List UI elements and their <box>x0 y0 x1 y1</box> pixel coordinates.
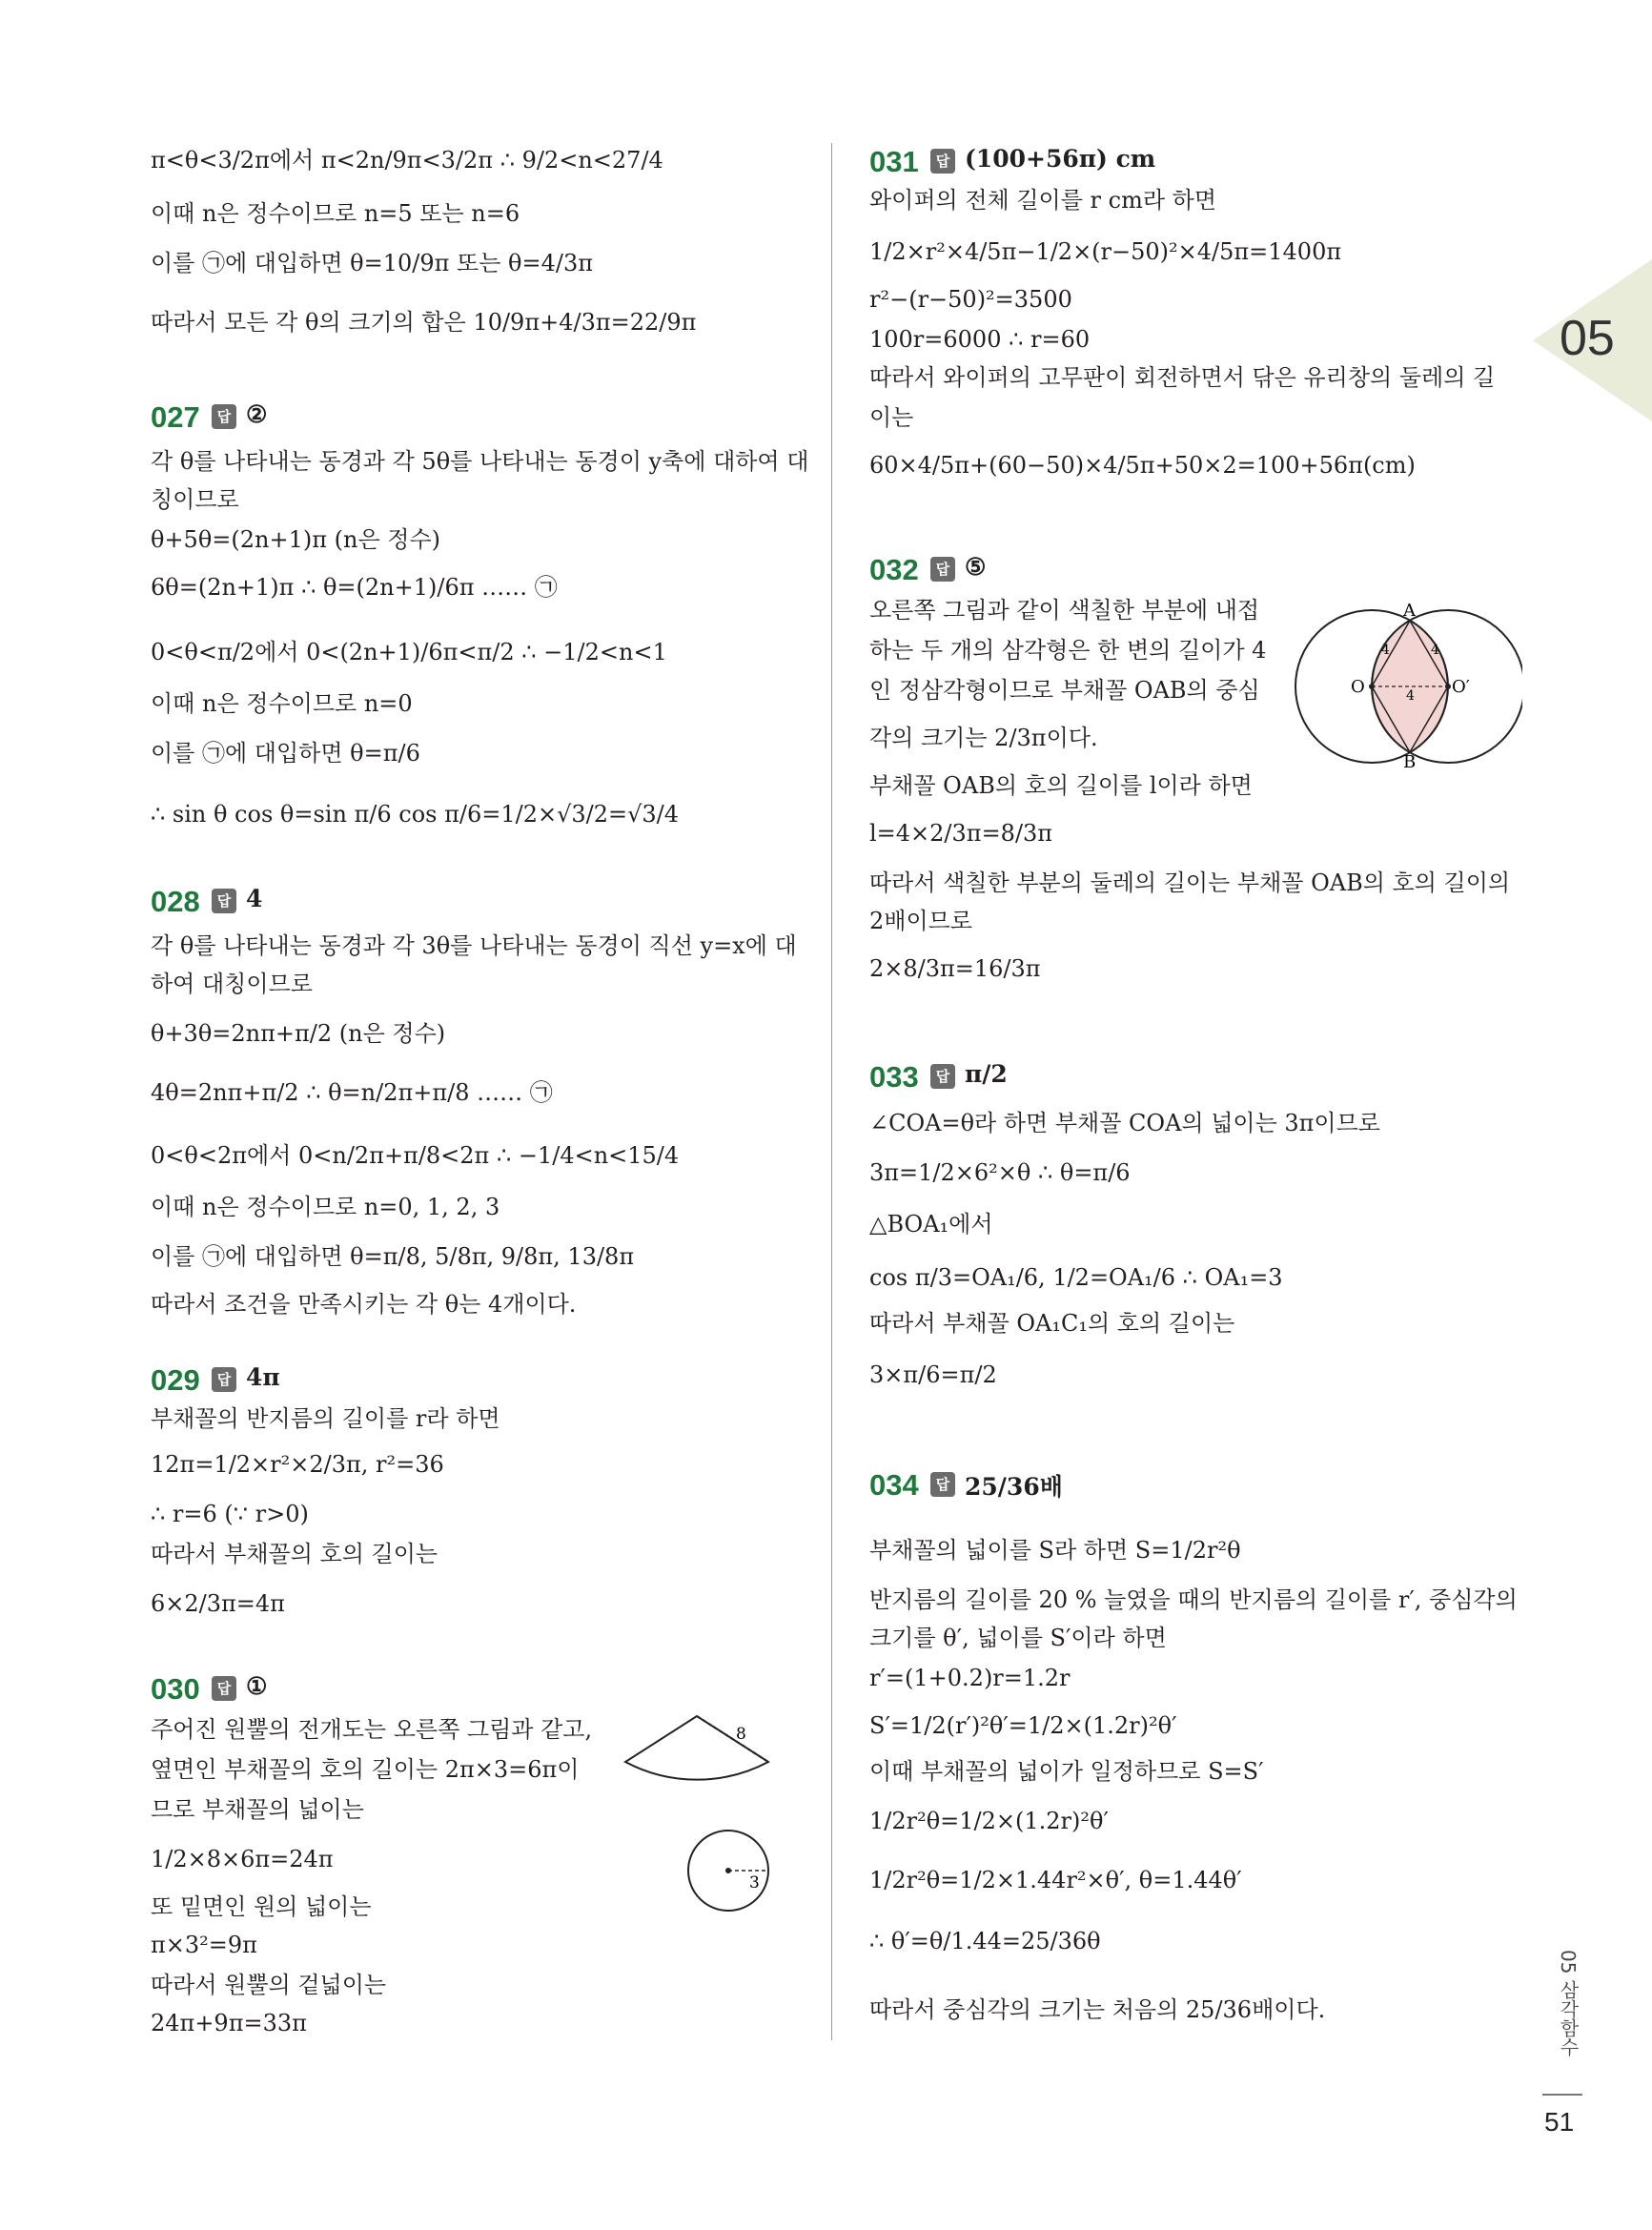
side-rule <box>1542 2094 1582 2096</box>
text-line: 이를 ㉠에 대입하면 θ=10/9π 또는 θ=4/3π <box>151 250 593 276</box>
text-line: ∴ θ′=θ/1.44=25/36θ <box>869 1928 1101 1954</box>
text-line: 크기를 θ′, 넓이를 S′이라 하면 <box>869 1625 1167 1651</box>
problem-number: 031 <box>869 145 919 178</box>
text-line: θ+3θ=2nπ+π/2 (n은 정수) <box>151 1020 446 1047</box>
problem-number: 030 <box>151 1672 200 1706</box>
answer-text: ② <box>246 400 268 428</box>
text-line: 1/2×8×6π=24π <box>151 1846 334 1872</box>
text-line: 1/2r²θ=1/2×(1.2r)²θ′ <box>869 1808 1109 1834</box>
answer-badge: 답 <box>212 404 236 429</box>
side-label-right: 4 <box>1431 643 1439 658</box>
text-line: 2×8/3π=16/3π <box>869 955 1041 982</box>
answer-text: 4π <box>246 1363 280 1391</box>
text-line: r′=(1+0.2)r=1.2r <box>869 1665 1071 1691</box>
text-line: 이때 부채꼴의 넓이가 일정하므로 S=S′ <box>869 1758 1264 1785</box>
text-line: 따라서 부채꼴의 호의 길이는 <box>151 1541 438 1567</box>
text-line: 각의 크기는 2/3π이다. <box>869 725 1098 751</box>
text-line: θ+5θ=(2n+1)π (n은 정수) <box>151 526 440 553</box>
answer-text: ⑤ <box>965 553 987 581</box>
column-divider <box>831 143 832 2040</box>
text-line: π×3²=9π <box>151 1932 257 1958</box>
point-o2 <box>1445 684 1451 689</box>
answer-badge: 답 <box>930 149 955 174</box>
problem-number: 028 <box>151 885 200 918</box>
text-line: 주어진 원뿔의 전개도는 오른쪽 그림과 같고, <box>151 1716 593 1743</box>
label-o: O <box>1351 677 1365 697</box>
text-line: 하여 대칭이므로 <box>151 971 313 997</box>
two-circles-figure <box>1294 601 1522 767</box>
text-line: 와이퍼의 전체 길이를 r cm라 하면 <box>869 187 1217 214</box>
shaded-region <box>1372 621 1447 752</box>
text-line: 인 정삼각형이므로 부채꼴 OAB의 중심 <box>869 677 1260 704</box>
text-line: 12π=1/2×r²×2/3π, r²=36 <box>151 1451 444 1478</box>
text-line: 오른쪽 그림과 같이 색칠한 부분에 내접 <box>869 597 1260 624</box>
text-line: π<θ<3/2π에서 π<2n/9π<3/2π ∴ 9/2<n<27/4 <box>151 147 663 174</box>
text-line: ∴ r=6 (∵ r>0) <box>151 1501 309 1527</box>
text-line: 따라서 모든 각 θ의 크기의 합은 10/9π+4/3π=22/9π <box>151 309 697 336</box>
text-line: 4θ=2nπ+π/2 ∴ θ=n/2π+π/8 …… ㉠ <box>151 1079 553 1106</box>
text-line: 2배이므로 <box>869 908 973 934</box>
text-line: 따라서 조건을 만족시키는 각 θ는 4개이다. <box>151 1291 577 1318</box>
page-number: 51 <box>1544 2107 1575 2137</box>
text-line: 하는 두 개의 삼각형은 한 변의 길이가 4 <box>869 637 1267 664</box>
chapter-side-label: 05 삼각함수 <box>1557 1950 1580 2056</box>
text-line: ∴ sin θ cos θ=sin π/6 cos π/6=1/2×√3/2=√3/4 <box>151 801 680 828</box>
text-line: 따라서 부채꼴 OA₁C₁의 호의 길이는 <box>869 1310 1235 1337</box>
text-line: 부채꼴의 넓이를 S라 하면 S=1/2r²θ <box>869 1537 1241 1564</box>
answer-text: π/2 <box>965 1060 1008 1088</box>
answer-badge: 답 <box>930 1472 955 1497</box>
problem-number: 032 <box>869 553 919 586</box>
text-line: l=4×2/3π=8/3π <box>869 820 1053 847</box>
answer-badge: 답 <box>930 557 955 582</box>
answer-badge: 답 <box>212 1367 236 1392</box>
slant-label: 8 <box>736 1725 746 1744</box>
text-line: 따라서 와이퍼의 고무판이 회전하면서 닦은 유리창의 둘레의 길 <box>869 364 1496 391</box>
text-line: 옆면인 부채꼴의 호의 길이는 2π×3=6π이 <box>151 1756 580 1783</box>
text-line: 므로 부채꼴의 넓이는 <box>151 1796 364 1823</box>
text-line: 6×2/3π=4π <box>151 1590 285 1617</box>
text-line: 이때 n은 정수이므로 n=0, 1, 2, 3 <box>151 1194 500 1220</box>
answer-text: 25/36배 <box>965 1473 1063 1501</box>
text-line: 따라서 원뿔의 겉넓이는 <box>151 1972 387 1998</box>
text-line: 칭이므로 <box>151 486 239 513</box>
text-line: 따라서 색칠한 부분의 둘레의 길이는 부채꼴 OAB의 호의 길이의 <box>869 869 1511 896</box>
label-a: A <box>1403 601 1416 621</box>
text-line: 또 밑면인 원의 넓이는 <box>151 1893 372 1920</box>
problem-number: 027 <box>151 400 200 434</box>
problem-number: 033 <box>869 1060 919 1094</box>
text-line: cos π/3=OA₁/6, 1/2=OA₁/6 ∴ OA₁=3 <box>869 1264 1283 1291</box>
answer-badge: 답 <box>212 1676 236 1701</box>
text-line: 0<θ<2π에서 0<n/2π+π/8<2π ∴ −1/4<n<15/4 <box>151 1142 680 1169</box>
text-line: 이때 n은 정수이므로 n=0 <box>151 690 413 717</box>
text-line: 60×4/5π+(60−50)×4/5π+50×2=100+56π(cm) <box>869 452 1416 479</box>
text-line: 6θ=(2n+1)π ∴ θ=(2n+1)/6π …… ㉠ <box>151 574 558 601</box>
text-line: 반지름의 길이를 20 % 늘였을 때의 반지름의 길이를 r′, 중심각의 <box>869 1586 1518 1613</box>
text-line: 0<θ<π/2에서 0<(2n+1)/6π<π/2 ∴ −1/2<n<1 <box>151 639 667 665</box>
problem-number: 029 <box>151 1363 200 1397</box>
text-line: 3×π/6=π/2 <box>869 1361 997 1388</box>
point-o <box>1369 684 1375 689</box>
cone-net-figure <box>616 1707 797 1921</box>
answer-text: 4 <box>246 885 263 912</box>
text-line: 각 θ를 나타내는 동경과 각 5θ를 나타내는 동경이 y축에 대하여 대 <box>151 448 809 475</box>
text-line: S′=1/2(r′)²θ′=1/2×(1.2r)²θ′ <box>869 1712 1177 1739</box>
text-line: 24π+9π=33π <box>151 2010 307 2036</box>
text-line: 100r=6000 ∴ r=60 <box>869 326 1091 353</box>
radius-label: 3 <box>749 1873 760 1892</box>
text-line: △BOA₁에서 <box>869 1211 993 1238</box>
text-line: 이를 ㉠에 대입하면 θ=π/6 <box>151 740 420 767</box>
side-label-left: 4 <box>1381 643 1390 658</box>
label-b: B <box>1403 752 1417 767</box>
text-line: ∠COA=θ라 하면 부채꼴 COA의 넓이는 3π이므로 <box>869 1110 1380 1136</box>
side-label-middle: 4 <box>1406 688 1415 704</box>
label-o-prime: O′ <box>1452 677 1470 697</box>
text-line: 각 θ를 나타내는 동경과 각 3θ를 나타내는 동경이 직선 y=x에 대 <box>151 932 797 959</box>
answer-text: ① <box>246 1672 268 1700</box>
chapter-number: 05 <box>1560 311 1615 366</box>
text-line: r²−(r−50)²=3500 <box>869 286 1072 313</box>
text-line: 1/2r²θ=1/2×1.44r²×θ′, θ=1.44θ′ <box>869 1867 1242 1893</box>
answer-badge: 답 <box>930 1064 955 1089</box>
text-line: 부채꼴 OAB의 호의 길이를 l이라 하면 <box>869 772 1253 799</box>
text-line: 부채꼴의 반지름의 길이를 r라 하면 <box>151 1405 500 1432</box>
text-line: 3π=1/2×6²×θ ∴ θ=π/6 <box>869 1159 1131 1186</box>
sector-shape <box>625 1716 768 1780</box>
text-line: 이때 n은 정수이므로 n=5 또는 n=6 <box>151 200 520 227</box>
text-line: 따라서 중심각의 크기는 처음의 25/36배이다. <box>869 1996 1326 2023</box>
problem-number: 034 <box>869 1468 919 1502</box>
text-line: 이는 <box>869 404 914 431</box>
answer-badge: 답 <box>212 889 236 913</box>
text-line: 1/2×r²×4/5π−1/2×(r−50)²×4/5π=1400π <box>869 238 1342 265</box>
text-line: 이를 ㉠에 대입하면 θ=π/8, 5/8π, 9/8π, 13/8π <box>151 1243 635 1270</box>
answer-text: (100+56π) cm <box>965 145 1156 173</box>
